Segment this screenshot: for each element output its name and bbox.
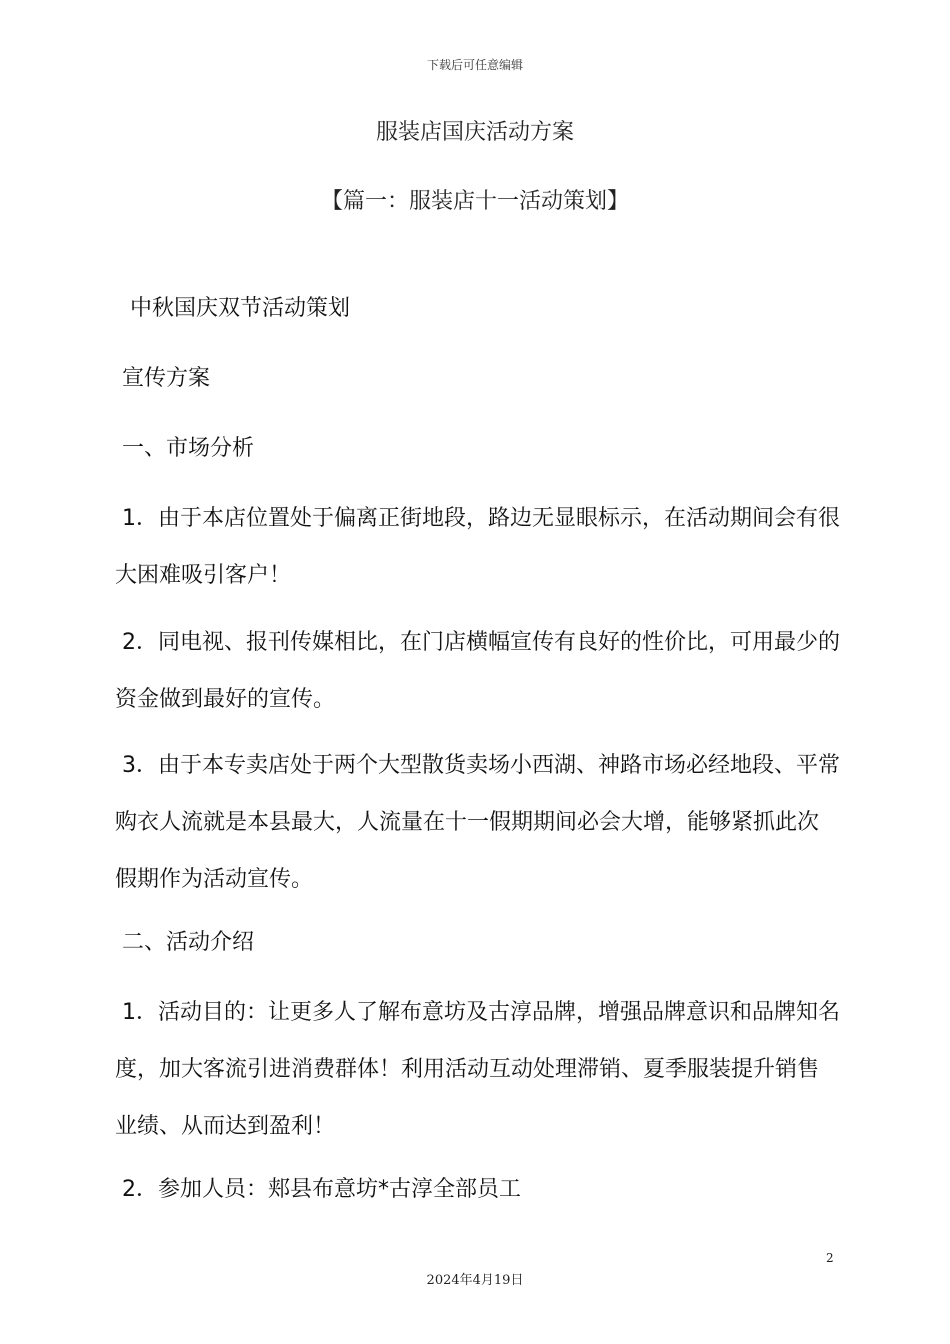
- paragraph-market-3: 3．由于本专卖店处于两个大型散货卖场小西湖、神路市场必经地段、平常购衣人流就是本县最大，人流量在十一假期期间必会大增，能够紧抓此次假期作为活动宣传。: [115, 753, 840, 892]
- paragraph-market-1: 1．由于本店位置处于偏离正街地段，路边无显眼标示，在活动期间会有很大困难吸引客户！: [115, 506, 840, 588]
- page-footer-date: 2024年4月19日: [426, 1273, 524, 1288]
- paragraph-participants: 2．参加人员：郏县布意坊*古淳全部员工: [122, 1177, 521, 1202]
- paragraph-market-2: 2．同电视、报刊传媒相比，在门店横幅宣传有良好的性价比，可用最少的资金做到最好的宣传。: [115, 630, 840, 712]
- page-header: 下载后可任意编辑: [426, 58, 523, 72]
- document-title: 服装店国庆活动方案: [375, 120, 574, 145]
- section-heading-mid-autumn-plan: 中秋国庆双节活动策划: [130, 296, 351, 321]
- document-subtitle: 【篇一：服装店十一活动策划】: [320, 189, 629, 214]
- section-heading-promotion-plan: 宣传方案: [122, 366, 211, 391]
- page-number: 2: [826, 1251, 834, 1265]
- section-heading-market-analysis: 一、市场分析: [122, 436, 255, 461]
- paragraph-activity-purpose: 1．活动目的：让更多人了解布意坊及古淳品牌，增强品牌意识和品牌知名度，加大客流引进消费群体！利用活动互动处理滞销、夏季服装提升销售业绩、从而达到盈利！: [115, 1000, 840, 1139]
- section-heading-activity-intro: 二、活动介绍: [122, 930, 255, 955]
